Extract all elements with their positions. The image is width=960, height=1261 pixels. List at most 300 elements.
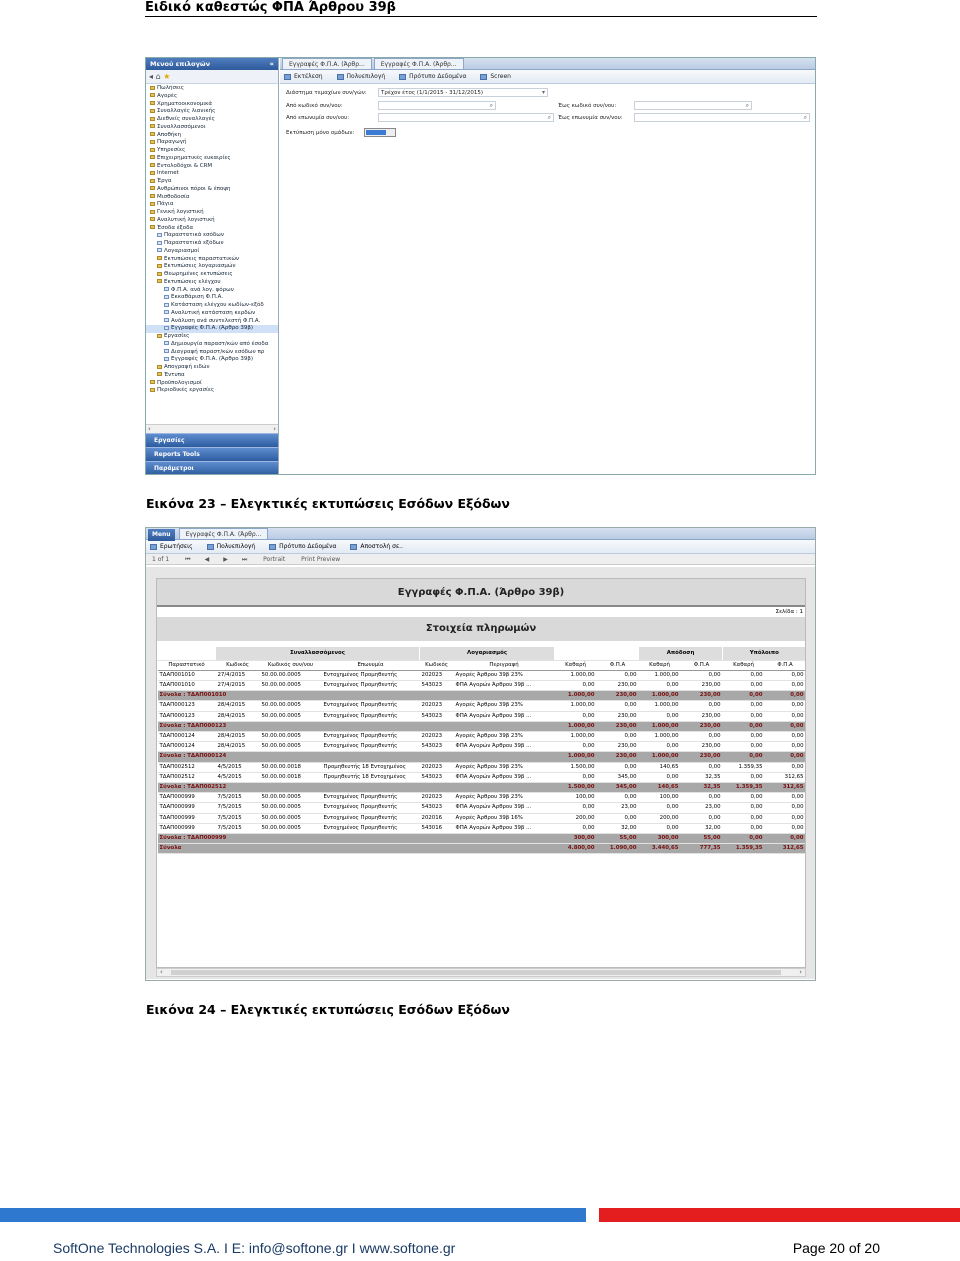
table-cell: 230,00 — [681, 742, 723, 752]
table-cell: 7/5/2015 — [216, 823, 260, 833]
run-label: Εκτέλεση — [294, 73, 323, 80]
tree-item-label: Συναλλαγές λιανικής — [157, 108, 216, 115]
folder-icon — [150, 132, 155, 136]
report-icon — [164, 326, 169, 330]
tree-item[interactable] — [146, 341, 278, 349]
tree-item[interactable] — [146, 310, 278, 318]
table-cell: 100,00 — [555, 793, 597, 803]
table-cell: 0,00 — [765, 691, 806, 701]
table-cell: 0,00 — [639, 803, 681, 813]
search-icon[interactable]: ⌕ — [489, 101, 493, 109]
table-cell: 543023 — [420, 742, 454, 752]
tree-item-label: Μισθοδοσία — [157, 193, 190, 200]
column-header: Καθαρή — [555, 660, 597, 670]
table-cell: 543023 — [420, 711, 454, 721]
table-cell: Αγορές Άρθρου 39β 23% — [454, 731, 555, 741]
table-cell: 0,00 — [765, 803, 806, 813]
tree-item[interactable] — [146, 240, 278, 248]
tree-item-label: Χρηματοοικονομικά — [157, 100, 213, 107]
table-cell: 230,00 — [597, 742, 639, 752]
report-icon — [157, 248, 162, 252]
tree-item-label: Εγγραφές Φ.Π.Α. (Άρθρο 39β) — [171, 356, 253, 363]
folder-icon — [150, 202, 155, 206]
tree-item[interactable] — [146, 248, 278, 256]
folder-icon — [150, 171, 155, 175]
table-cell: 1.000,00 — [639, 701, 681, 711]
tree-item-label: Επιχειρηματικές ευκαιρίες — [157, 154, 231, 161]
table-cell: ΤΔΑΠ000124 — [158, 731, 216, 741]
template-data-button[interactable] — [269, 540, 336, 554]
tab-strip — [280, 58, 816, 70]
report-icon — [157, 233, 162, 237]
table-cell: Αγορές Άρθρου 39β 16% — [454, 813, 555, 823]
tree-item[interactable] — [146, 364, 278, 372]
tree-item-label: Εκκαθάριση Φ.Π.Α. — [171, 294, 224, 301]
table-row — [158, 711, 806, 721]
table-cell: Εντοχημένος Προμηθευτής — [322, 731, 420, 741]
report-form-panel — [280, 58, 816, 474]
home-icon[interactable]: ⌂ — [155, 72, 161, 81]
table-cell: 200,00 — [555, 813, 597, 823]
total-row — [158, 844, 806, 854]
tree-item-label: Εργασίες — [164, 333, 190, 339]
column-header: Παραστατικό — [158, 660, 216, 670]
folder-icon — [150, 155, 155, 159]
collapse-icon[interactable]: « — [269, 60, 274, 68]
screen-icon — [480, 74, 487, 80]
table-cell: 32,35 — [681, 772, 723, 782]
table-cell: 1.500,00 — [555, 762, 597, 772]
total-label: Σύνολα : ΤΔΑΠ000123 — [158, 721, 555, 731]
table-cell: 0,00 — [723, 670, 765, 680]
tree-item-label: Κατάσταση ελέγχου κωδίων-εξόδ — [171, 302, 264, 308]
portrait-button[interactable]: Portrait — [263, 556, 286, 563]
tab-report[interactable]: Εγγραφές Φ.Π.Α. (Άρθρ... — [179, 528, 269, 539]
tab-report-1[interactable]: Εγγραφές Φ.Π.Α. (Άρθρ... — [282, 58, 372, 69]
column-header: Κωδικός — [216, 660, 260, 670]
report-title: Εγγραφές Φ.Π.Α. (Άρθρο 39β) — [157, 579, 805, 607]
report-scrollbar[interactable] — [156, 968, 806, 977]
table-cell: 0,00 — [681, 793, 723, 803]
table-cell: ΦΠΑ Αγορών Άρθρου 39β ... — [454, 742, 555, 752]
table-cell: 0,00 — [639, 680, 681, 690]
tree-item-label: Δημιουργία παραστ/κών από έσοδα — [171, 340, 269, 347]
multiselect-button[interactable] — [337, 70, 386, 84]
table-cell: 0,00 — [555, 772, 597, 782]
tree-item[interactable] — [146, 139, 278, 147]
table-cell: 28/4/2015 — [216, 701, 260, 711]
total-row — [158, 691, 806, 701]
table-cell: 0,00 — [765, 731, 806, 741]
next-page-icon[interactable]: ▶ — [223, 556, 228, 563]
table-cell: 0,00 — [723, 772, 765, 782]
total-row — [158, 833, 806, 843]
table-cell: 28/4/2015 — [216, 742, 260, 752]
table-cell: ΤΔΑΠ001010 — [158, 680, 216, 690]
template-icon — [399, 74, 406, 80]
table-cell: 50.00.00.0018 — [260, 762, 322, 772]
table-cell: Προμηθευτής 18 Εντοχημένος — [322, 762, 420, 772]
table-cell: Εντοχημένος Προμηθευτής — [322, 680, 420, 690]
table-cell: 543023 — [420, 803, 454, 813]
column-header: Επωνυμία — [322, 660, 420, 670]
table-cell: 140,65 — [639, 782, 681, 792]
from-name-input[interactable] — [378, 113, 554, 122]
template-data-button[interactable] — [399, 70, 466, 84]
queries-icon — [150, 544, 157, 550]
tree-item[interactable] — [146, 170, 278, 178]
table-cell: 0,00 — [597, 701, 639, 711]
tree-item[interactable] — [146, 387, 278, 395]
table-cell: 23,00 — [597, 803, 639, 813]
menu-toolbar — [146, 70, 278, 84]
menu-button[interactable]: Menu — [148, 529, 175, 541]
chevron-down-icon[interactable]: ▾ — [541, 89, 545, 96]
table-cell: 543023 — [420, 772, 454, 782]
table-cell: 4/5/2015 — [216, 762, 260, 772]
table-cell: 7/5/2015 — [216, 813, 260, 823]
table-cell: 0,00 — [723, 742, 765, 752]
table-cell: 0,00 — [555, 742, 597, 752]
table-cell: Εντοχημένος Προμηθευτής — [322, 670, 420, 680]
column-header: Καθαρή — [723, 660, 765, 670]
send-label: Αποστολή σε.. — [360, 543, 404, 550]
table-cell: 312,65 — [765, 772, 806, 782]
footer-company: SoftOne Technologies S.A. I E: info@softone.gr I www.softone.gr — [53, 1240, 456, 1256]
multiselect-icon — [337, 74, 344, 80]
scroll-left-icon[interactable]: ‹ — [160, 968, 163, 976]
tree-item-label: Ανθρώπινοι πόροι & έποψη — [157, 185, 231, 192]
page-header: Ειδικό καθεστώς ΦΠΑ Άρθρου 39β — [145, 0, 817, 17]
table-cell: Εντοχημένος Προμηθευτής — [322, 742, 420, 752]
search-icon[interactable]: ⌕ — [745, 101, 749, 109]
tree-item[interactable] — [146, 217, 278, 225]
table-cell: 1.000,00 — [555, 752, 597, 762]
table-cell: Εντοχημένος Προμηθευτής — [322, 803, 420, 813]
table-cell: Εντοχημένος Προμηθευτής — [322, 823, 420, 833]
screenshot-report-preview — [145, 527, 816, 981]
table-cell: ΤΔΑΠ002512 — [158, 762, 216, 772]
preview-toolbar — [146, 540, 815, 554]
table-row — [158, 670, 806, 680]
report-page — [156, 578, 806, 968]
tree-item[interactable] — [146, 325, 278, 333]
tree-item[interactable] — [146, 263, 278, 271]
to-name-input[interactable] — [634, 113, 810, 122]
folder-icon — [150, 210, 155, 214]
table-cell: 55,00 — [597, 833, 639, 843]
table-cell: Εντοχημένος Προμηθευτής — [322, 813, 420, 823]
report-icon — [164, 287, 169, 291]
tree-item-label: Συναλλασσόμενοι — [157, 123, 206, 130]
table-cell: 0,00 — [639, 711, 681, 721]
menu-sidebar — [146, 58, 279, 474]
folder-icon — [150, 109, 155, 113]
tree-item[interactable] — [146, 147, 278, 155]
table-cell: 0,00 — [765, 762, 806, 772]
scroll-right-icon[interactable]: › — [273, 425, 276, 433]
screen-button[interactable] — [480, 70, 511, 84]
table-cell: ΦΠΑ Αγορών Άρθρου 39β ... — [454, 680, 555, 690]
table-cell: 0,00 — [723, 803, 765, 813]
multiselect-label: Πολυεπιλογή — [346, 73, 386, 80]
tree-item[interactable] — [146, 155, 278, 163]
groups-only-toggle[interactable] — [364, 128, 396, 137]
table-cell: 230,00 — [681, 752, 723, 762]
tree-item[interactable] — [146, 271, 278, 279]
side-button-tasks[interactable]: Εργασίες — [146, 433, 278, 447]
to-name-label: Έως επωνυμία συν/νου: — [558, 115, 623, 121]
table-cell: 50.00.00.0005 — [260, 803, 322, 813]
table-cell: 28/4/2015 — [216, 731, 260, 741]
search-icon[interactable]: ⌕ — [547, 114, 551, 121]
tree-item[interactable] — [146, 124, 278, 132]
folder-icon — [150, 124, 155, 128]
table-cell: 0,00 — [765, 793, 806, 803]
table-cell: 1.000,00 — [555, 670, 597, 680]
tree-item[interactable] — [146, 232, 278, 240]
column-header: Καθαρή — [639, 660, 681, 670]
star-icon[interactable]: ★ — [163, 72, 171, 81]
table-cell: 0,00 — [681, 701, 723, 711]
tree-item[interactable] — [146, 302, 278, 310]
table-cell: 50.00.00.0005 — [260, 823, 322, 833]
table-cell: 1.359,35 — [723, 762, 765, 772]
footer-page-number: Page 20 of 20 — [792, 1240, 880, 1256]
table-cell: 1.000,00 — [639, 731, 681, 741]
tab-report-2[interactable]: Εγγραφές Φ.Π.Α. (Άρθρ... — [374, 58, 464, 69]
table-cell: Εντοχημένος Προμηθευτής — [322, 701, 420, 711]
scroll-left-icon[interactable]: ‹ — [148, 425, 151, 433]
table-cell: 1.359,35 — [723, 844, 765, 854]
table-cell: 50.00.00.0018 — [260, 772, 322, 782]
table-row — [158, 772, 806, 782]
report-icon — [164, 303, 169, 307]
table-cell: 230,00 — [597, 680, 639, 690]
report-icon — [164, 349, 169, 353]
search-icon[interactable]: ⌕ — [803, 114, 807, 121]
table-cell: 0,00 — [765, 813, 806, 823]
report-viewer — [146, 567, 815, 979]
tree-item[interactable] — [146, 163, 278, 171]
column-header: Φ.Π.Α — [597, 660, 639, 670]
multiselect-button[interactable] — [207, 540, 256, 554]
from-code-label: Από κωδικό συν/νου: — [286, 102, 343, 109]
group-header-counterparty: Συναλλασσόμενος — [216, 647, 420, 660]
table-cell: 0,00 — [681, 813, 723, 823]
tree-item[interactable] — [146, 85, 278, 93]
queries-label: Ερωτήσεις — [160, 543, 193, 550]
table-cell: 202023 — [420, 670, 454, 680]
group-header-balance: Υπόλοιπο — [723, 647, 806, 660]
table-cell: 7/5/2015 — [216, 803, 260, 813]
report-icon — [164, 318, 169, 322]
table-cell: 0,00 — [681, 731, 723, 741]
table-row — [158, 823, 806, 833]
tree-item-label: Παραστατικά εξόδων — [164, 240, 224, 246]
table-cell: ΤΔΑΠ000123 — [158, 701, 216, 711]
table-cell: 0,00 — [639, 772, 681, 782]
folder-icon — [157, 372, 162, 376]
table-cell: 1.090,00 — [597, 844, 639, 854]
table-cell: 1.000,00 — [639, 752, 681, 762]
tree-item-label: Γενική λογιστική — [157, 209, 204, 215]
screenshot-report-parameters — [145, 57, 816, 475]
page-indicator: 1 of 1 — [152, 556, 170, 563]
tree-item-label: Υπηρεσίες — [157, 147, 186, 153]
tree-item-label: Ανάλυση ανά συντελεστή Φ.Π.Α. — [171, 317, 261, 324]
tree-item[interactable] — [146, 108, 278, 116]
table-cell: 28/4/2015 — [216, 711, 260, 721]
tree-item[interactable] — [146, 333, 278, 341]
table-cell: 1.359,35 — [723, 782, 765, 792]
template-icon — [269, 544, 276, 550]
table-cell: 202016 — [420, 813, 454, 823]
report-icon — [164, 357, 169, 361]
tree-item[interactable] — [146, 294, 278, 302]
run-button[interactable] — [284, 70, 323, 84]
table-cell: 7/5/2015 — [216, 793, 260, 803]
table-cell: 0,00 — [597, 670, 639, 680]
page-navigation — [146, 554, 815, 565]
table-cell: 0,00 — [723, 701, 765, 711]
folder-icon — [150, 380, 155, 384]
table-cell: 202023 — [420, 762, 454, 772]
side-button-reports-tools[interactable]: Reports Tools — [146, 447, 278, 461]
folder-icon — [150, 179, 155, 183]
folder-icon — [150, 101, 155, 105]
table-row — [158, 701, 806, 711]
table-cell: 230,00 — [597, 721, 639, 731]
tree-item[interactable] — [146, 372, 278, 380]
tree-item[interactable] — [146, 201, 278, 209]
side-button-parameters[interactable]: Παράμετροι — [146, 461, 278, 475]
queries-button[interactable] — [150, 540, 193, 554]
tree-item-label: Έσοδα έξοδα — [157, 224, 194, 231]
table-cell: 50.00.00.0005 — [260, 793, 322, 803]
table-cell: 0,00 — [555, 680, 597, 690]
table-cell: 1.000,00 — [639, 721, 681, 731]
table-cell: 543023 — [420, 680, 454, 690]
column-header: Φ.Π.Α — [681, 660, 723, 670]
period-select[interactable] — [378, 88, 548, 97]
table-cell: 0,00 — [765, 721, 806, 731]
from-code-input[interactable] — [378, 101, 496, 110]
send-to-button[interactable] — [350, 540, 403, 554]
figure-caption-24: Εικόνα 24 – Ελεγκτικές εκτυπώσεις Εσόδων Εξόδων — [146, 1002, 510, 1017]
first-page-icon[interactable]: ⏮ — [185, 556, 191, 563]
send-icon — [350, 544, 357, 550]
report-icon — [164, 295, 169, 299]
multiselect-icon — [207, 544, 214, 550]
table-row — [158, 742, 806, 752]
tree-item[interactable] — [146, 356, 278, 364]
table-cell: 0,00 — [597, 731, 639, 741]
table-cell: 0,00 — [765, 833, 806, 843]
table-cell: 202023 — [420, 731, 454, 741]
table-cell: 0,00 — [639, 742, 681, 752]
total-row — [158, 782, 806, 792]
table-cell: ΤΔΑΠ000123 — [158, 711, 216, 721]
print-preview-button[interactable]: Print Preview — [301, 556, 341, 563]
back-icon[interactable]: ◂ — [149, 72, 154, 81]
folder-icon — [150, 93, 155, 97]
screen-label: Screen — [490, 73, 511, 80]
table-cell: 345,00 — [597, 772, 639, 782]
table-cell: 0,00 — [723, 721, 765, 731]
table-cell: 230,00 — [597, 752, 639, 762]
tree-item[interactable] — [146, 178, 278, 186]
last-page-icon[interactable]: ⏭ — [241, 556, 248, 563]
table-cell: ΦΠΑ Αγορών Άρθρου 39β ... — [454, 772, 555, 782]
folder-icon — [157, 256, 162, 260]
tree-item[interactable] — [146, 186, 278, 194]
table-cell: 27/4/2015 — [216, 670, 260, 680]
table-cell: 1.000,00 — [555, 691, 597, 701]
table-cell: 0,00 — [681, 670, 723, 680]
table-cell: 300,00 — [639, 833, 681, 843]
table-cell: 50.00.00.0005 — [260, 701, 322, 711]
folder-icon — [150, 117, 155, 121]
folder-icon — [157, 264, 162, 268]
table-cell: 777,35 — [681, 844, 723, 854]
tab-strip — [146, 528, 815, 540]
table-cell: 0,00 — [723, 711, 765, 721]
table-cell: 0,00 — [723, 823, 765, 833]
table-cell: ΦΠΑ Αγορών Άρθρου 39β ... — [454, 803, 555, 813]
tree-item[interactable] — [146, 279, 278, 287]
multiselect-label: Πολυεπιλογή — [216, 543, 256, 550]
table-cell: 0,00 — [597, 762, 639, 772]
table-cell: ΤΔΑΠ001010 — [158, 670, 216, 680]
tree-item[interactable] — [146, 209, 278, 217]
to-code-input[interactable] — [634, 101, 752, 110]
table-cell: 0,00 — [723, 813, 765, 823]
folder-icon — [150, 217, 155, 221]
tree-item[interactable] — [146, 116, 278, 124]
report-icon — [164, 341, 169, 345]
sidebar-scrollbar[interactable] — [146, 424, 278, 433]
groups-only-label: Εκτύπωση μόνο ομάδων: — [286, 129, 355, 136]
table-cell: 543016 — [420, 823, 454, 833]
table-cell: 202023 — [420, 793, 454, 803]
tree-item-label: Προϋπολογισμοί — [157, 379, 202, 386]
template-label: Πρότυπο Δεδομένα — [279, 543, 337, 550]
prev-page-icon[interactable]: ◀ — [204, 556, 210, 563]
table-cell: ΤΔΑΠ000999 — [158, 823, 216, 833]
table-cell: 200,00 — [639, 813, 681, 823]
folder-icon — [150, 186, 155, 190]
tree-item[interactable] — [146, 93, 278, 101]
table-row — [158, 793, 806, 803]
table-cell: 4/5/2015 — [216, 772, 260, 782]
table-cell: 50.00.00.0005 — [260, 670, 322, 680]
table-cell: 230,00 — [681, 721, 723, 731]
table-cell: 0,00 — [765, 711, 806, 721]
page-number: Σελίδα : 1 — [775, 609, 803, 615]
table-cell: 0,00 — [555, 803, 597, 813]
tree-item-label: Θεωρημένες εκτυπώσεις — [164, 271, 233, 277]
folder-icon — [157, 279, 162, 283]
table-cell: 0,00 — [555, 711, 597, 721]
tree-item-label: Λογαριασμοί — [164, 247, 200, 254]
table-cell: 1.500,00 — [555, 782, 597, 792]
table-cell: 300,00 — [555, 833, 597, 843]
tree-item-label: Διαγραφή παραστ/κών εσόδων πρ — [171, 348, 265, 355]
total-row — [158, 752, 806, 762]
tree-item-label: Έργα — [157, 178, 172, 184]
scroll-right-icon[interactable]: › — [799, 968, 802, 976]
